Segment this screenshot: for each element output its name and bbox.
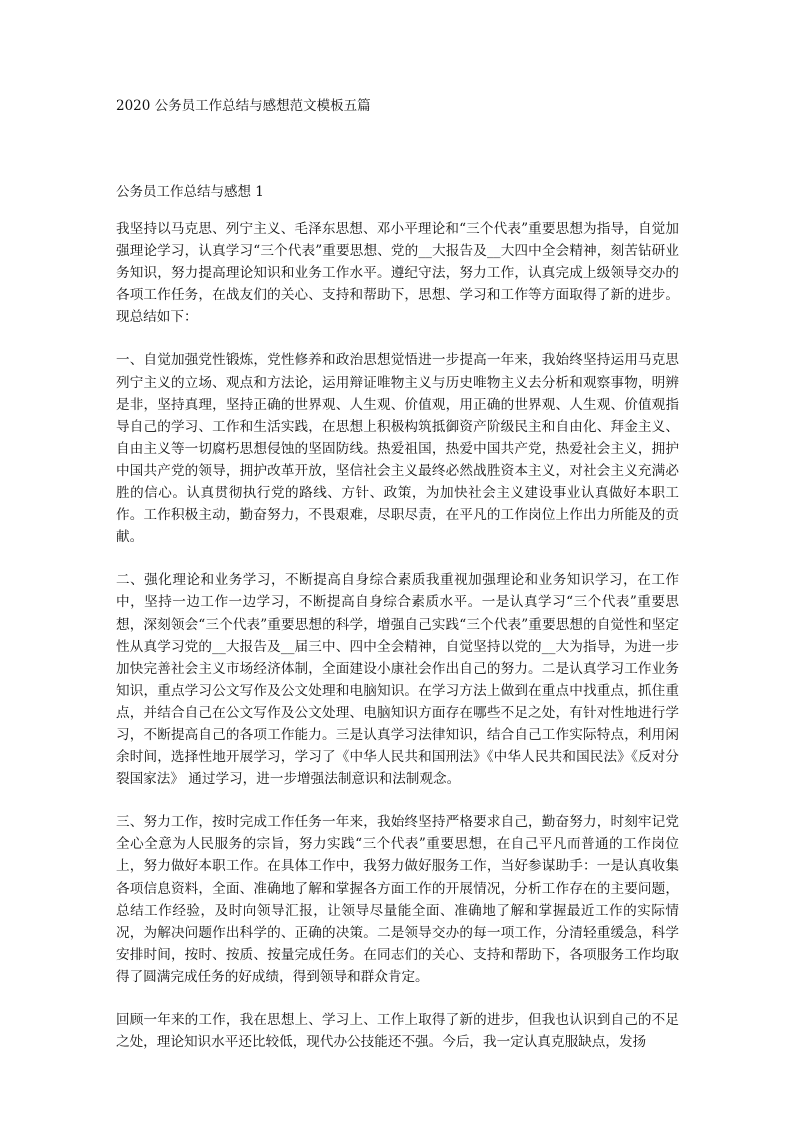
- paragraph-study: 二、强化理论和业务学习，不断提高自身综合素质我重视加强理论和业务知识学习，在工作中，坚持一边工作一边学习，不断提高自身综合素质水平。一是认真学习“三个代表”重要思想，深刻领会“三个代表”重要思想的科学，增强自己实践“三个代表”重要思想的自觉性和坚定性从真学习党的__大报告及__届三中、四中全会精神，自觉坚持以党的__大为指导，为进一步加快完善社会主义市场经济体制，全面建设小康社会作出自己的努力。二是认真学习工作业务知识，重点学习公文写作及公文处理和电脑知识。在学习方法上做到在重点中找重点，抓住重点，并结合自己在公文写作及公文处理、电脑知识方面存在哪些不足之处，有针对性地进行学习，不断提高自己的各项工作能力。三是认真学习法律知识，结合自己工作实际特点，利用闲余时间，选择性地开展学习，学习了《中华人民共和国刑法》《中华人民共和国民法》《反对分裂国家法》 通过学习，进一步增强法制意识和法制观念。: [116, 572, 679, 788]
- document-title: 2020 公务员工作总结与感想范文模板五篇: [116, 98, 371, 114]
- paragraph-review: 回顾一年来的工作，我在思想上、学习上、工作上取得了新的进步，但我也认识到自己的不足之处，理论知识水平还比较低，现代办公技能还不强。今后，我一定认真克服缺点，发扬: [116, 1012, 679, 1051]
- paragraph-work: 三、努力工作，按时完成工作任务一年来，我始终坚持严格要求自己，勤奋努力，时刻牢记党全心全意为人民服务的宗旨，努力实践“三个代表”重要思想，在自己平凡而普通的工作岗位上，努力做好本职工作。在具体工作中，我努力做好服务工作，当好参谋助手：一是认真收集各项信息资料，全面、准确地了解和掌握各方面工作的开展情况，分析工作存在的主要问题，总结工作经验，及时向领导汇报，让领导尽量能全面、准确地了解和掌握最近工作的实际情况，为解决问题作出科学的、正确的决策。二是领导交办的每一项工作，分清轻重缓急，科学安排时间，按时、按质、按量完成任务。在同志们的关心、支持和帮助下，各项服务工作均取得了圆满完成任务的好成绩，得到领导和群众肯定。: [116, 814, 679, 985]
- section-title: 公务员工作总结与感想 1: [116, 184, 264, 200]
- paragraph-party-spirit: 一、自觉加强党性锻炼，党性修养和政治思想觉悟进一步提高一年来，我始终坚持运用马克思列宁主义的立场、观点和方法论，运用辩证唯物主义与历史唯物主义去分析和观察事物，明辨是非，坚持真理，坚持正确的世界观、人生观、价值观，用正确的世界观、人生观、价值观指导自己的学习、工作和生活实践，在思想上积极构筑抵御资产阶级民主和自由化、拜金主义、自由主义等一切腐朽思想侵蚀的坚固防线。热爱祖国，热爱中国共产党，热爱社会主义，拥护中国共产党的领导，拥护改革开放，坚信社会主义最终必然战胜资本主义，对社会主义充满必胜的信心。认真贯彻执行党的路线、方针、政策，为加快社会主义建设事业认真做好本职工作。工作积极主动，勤奋努力，不畏艰难，尽职尽责，在平凡的工作岗位上作出力所能及的贡献。: [116, 352, 679, 546]
- document-body: [116, 218, 679, 1074]
- paragraph-intro: 我坚持以马克思、列宁主义、毛泽东思想、邓小平理论和“三个代表”重要思想为指导，自觉加强理论学习，认真学习“三个代表”重要思想、党的__大报告及__大四中全会精神，刻苦钻研业务知识，努力提高理论知识和业务工作水平。遵纪守法，努力工作，认真完成上级领导交办的各项工作任务，在战友们的关心、支持和帮助下，思想、学习和工作等方面取得了新的进步。现总结如下：: [116, 221, 679, 326]
